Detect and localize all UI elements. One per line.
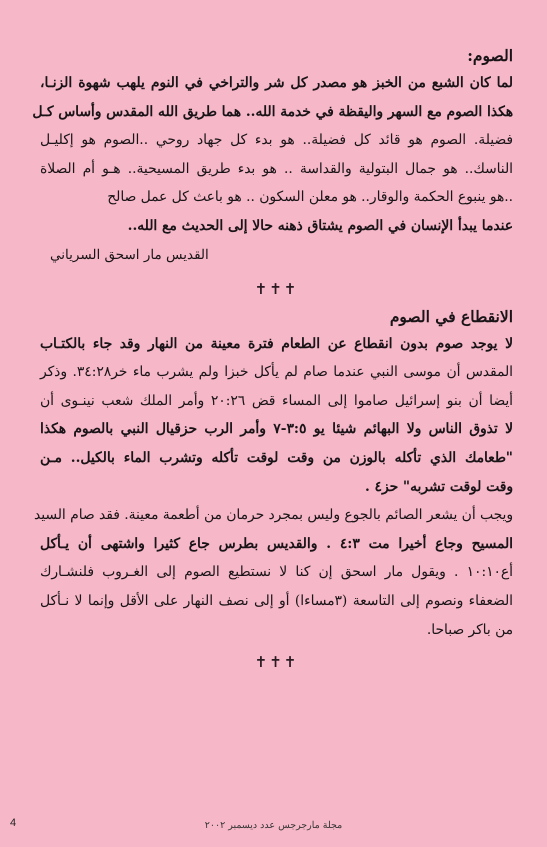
section-title-abstinence: الانقطاع في الصوم [389, 306, 513, 326]
paragraph-line: لا تذوق الناس ولا البهائم شيئا يو ٣:٥-٧ وأمر الرب حزقيال النبي بالصوم هكذا [40, 421, 514, 438]
paragraph-line: فضيلة. الصوم هو قائد كل فضيلة.. هو بدء كل جهاد روحي ..الصوم هو إكليـل [40, 132, 513, 149]
section-title-fasting: الصوم: [467, 46, 513, 65]
author-signature: القديس مار اسحق السرياني [50, 246, 209, 263]
paragraph-line: عندما يبدأ الإنسان في الصوم يشتاق ذهنه حالا إلى الحديث مع الله.. [127, 217, 513, 234]
crosses-separator-bottom: ✝✝✝ [254, 653, 299, 672]
paragraph-line: الضعفاء ونصوم إلى التاسعة (٣مساءا) أو إلى نصف النهار على الأقل وإنما لا نـأكل [40, 592, 513, 609]
paragraph-line: ..هو ينبوع الحكمة والوقار.. هو معلن السكون .. هو باعث كل عمل صالح [107, 189, 513, 206]
paragraph-line: المقدس أن موسى النبي عندما صام لم يأكل خبزا ولم يشرب ماء خر٣٤:٢٨. وذكر [40, 364, 513, 381]
paragraph-line: من باكر صباحا. [426, 621, 513, 638]
paragraph-line: هكذا الصوم مع السهر واليقظة في خدمة الله.. هما طريق الله المقدس وأساس كـل [32, 103, 513, 120]
paragraph-line: أع١٠:١٠ . ويقول مار اسحق إن كنا لا نستطيع الصوم إلى الغـروب فلنشـارك [40, 564, 513, 581]
paragraph-line: أيضا أن بنو إسرائيل صاموا إلى المساء قض ٢٠:٢٦ وأمر الملك شعب نينـوى أن [40, 392, 513, 409]
page-number: 4 [10, 817, 17, 829]
magazine-footer: مجلة مارجرجس عدد ديسمبر ٢٠٠٢ [204, 820, 343, 831]
paragraph-line: الناسك.. هو جمال البتولية والقداسة .. هو بدء طريق المسيحية.. هـو أم الصلاة [40, 160, 513, 177]
crosses-separator: ✝✝✝ [254, 279, 299, 298]
paragraph-line: لا يوجد صوم بدون انقطاع عن الطعام فترة معينة من النهار وقد جاء بالكتـاب [40, 335, 513, 352]
paragraph-line: لما كان الشبع من الخبز هو مصدر كل شر والتراخي في النوم يلهب شهوة الزنـا، [40, 75, 513, 91]
paragraph-line: ويجب أن يشعر الصائم بالجوع وليس بمجرد حرمان من أطعمة معينة. فقد صام السيد [34, 507, 513, 524]
paragraph-line: المسيح وجاع أخيرا مت ٤:٣ . والقديس بطرس جاع كثيرا واشتهى أن يـأكل [40, 535, 513, 552]
paragraph-line: وقت لوقت تشربه" حز٤ . [364, 478, 513, 495]
paragraph-line: "طعامك الذي تأكله بالوزن من وقت لوقت تأكله وتشرب الماء بالكيل.. مـن [40, 449, 513, 466]
